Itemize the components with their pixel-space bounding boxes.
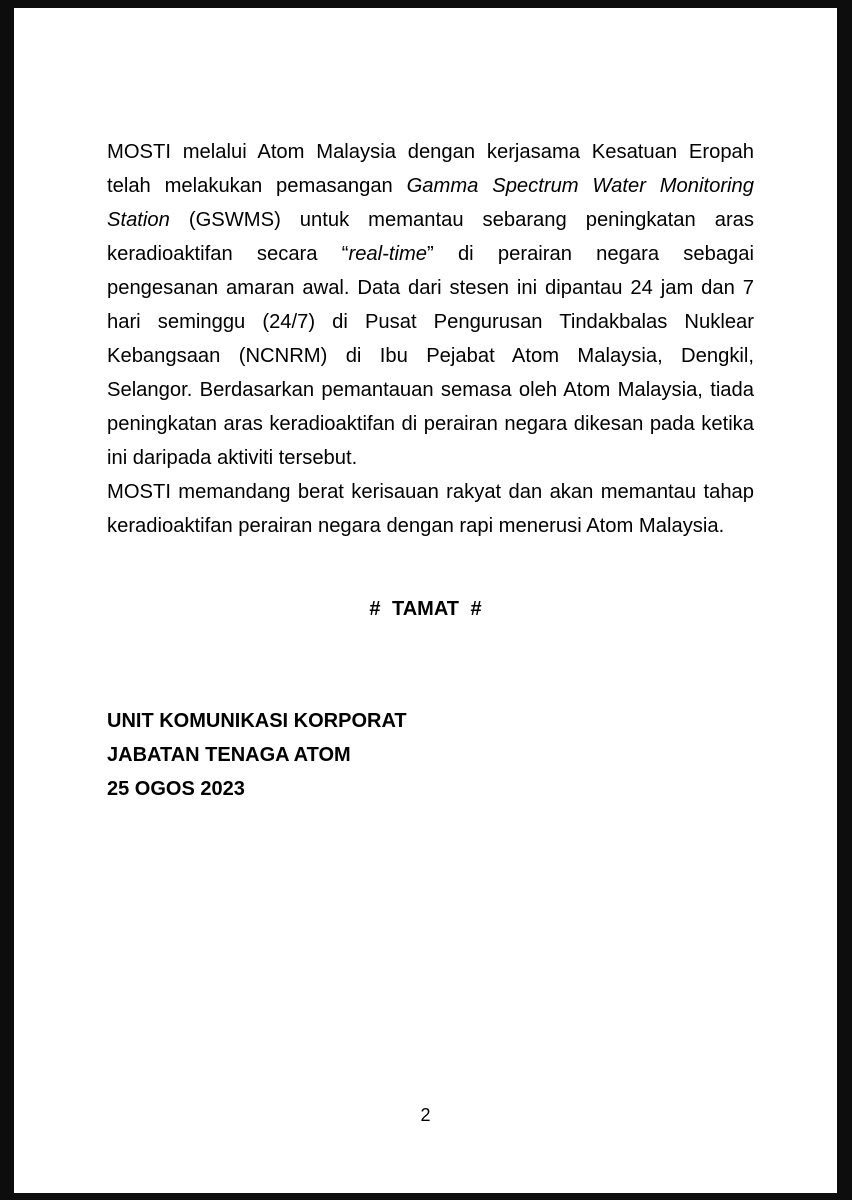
signature-department: JABATAN TENAGA ATOM bbox=[107, 744, 351, 766]
page-number: 2 bbox=[420, 1105, 431, 1125]
paragraph-italic-station: Gamma Spectrum Water Monitoring Station bbox=[107, 175, 754, 231]
signature-date: 25 OGOS 2023 bbox=[107, 778, 245, 800]
signature-unit: UNIT KOMUNIKASI KORPORAT bbox=[107, 710, 407, 732]
paragraph-mosti-concern: MOSTI memandang berat kerisauan rakyat dan akan memantau tahap keradioaktifan perairan negara dengan rapi menerusi Atom Malaysia. bbox=[107, 481, 754, 537]
signature-block bbox=[107, 704, 407, 806]
paragraph-italic-realtime: real-time bbox=[348, 243, 427, 265]
paragraph-text: MOSTI melalui Atom Malaysia dengan kerjasama Kesatuan Eropah telah melakukan pemasangan bbox=[107, 141, 754, 197]
paragraph-gswms bbox=[107, 135, 754, 475]
paragraph-text: (GSWMS) untuk memantau sebarang peningkatan aras keradioaktifan secara “ bbox=[107, 209, 754, 265]
end-marker: # TAMAT # bbox=[369, 598, 482, 620]
paragraph-text: ” di perairan negara sebagai pengesanan amaran awal. Data dari stesen ini dipantau 24 jam dan 7 hari seminggu (24/7) di Pusat Pengurusan Tindakbalas Nuklear Kebangsaan (NCNRM) di Ibu Pejabat Atom Malaysia, Dengkil, Selangor. Berdasarkan pemantauan semasa oleh Atom Malaysia, tiada peningkatan aras keradioaktifan di perairan negara dikesan pada ketika ini daripada aktiviti tersebut. bbox=[107, 243, 754, 469]
document-page bbox=[14, 8, 837, 1193]
